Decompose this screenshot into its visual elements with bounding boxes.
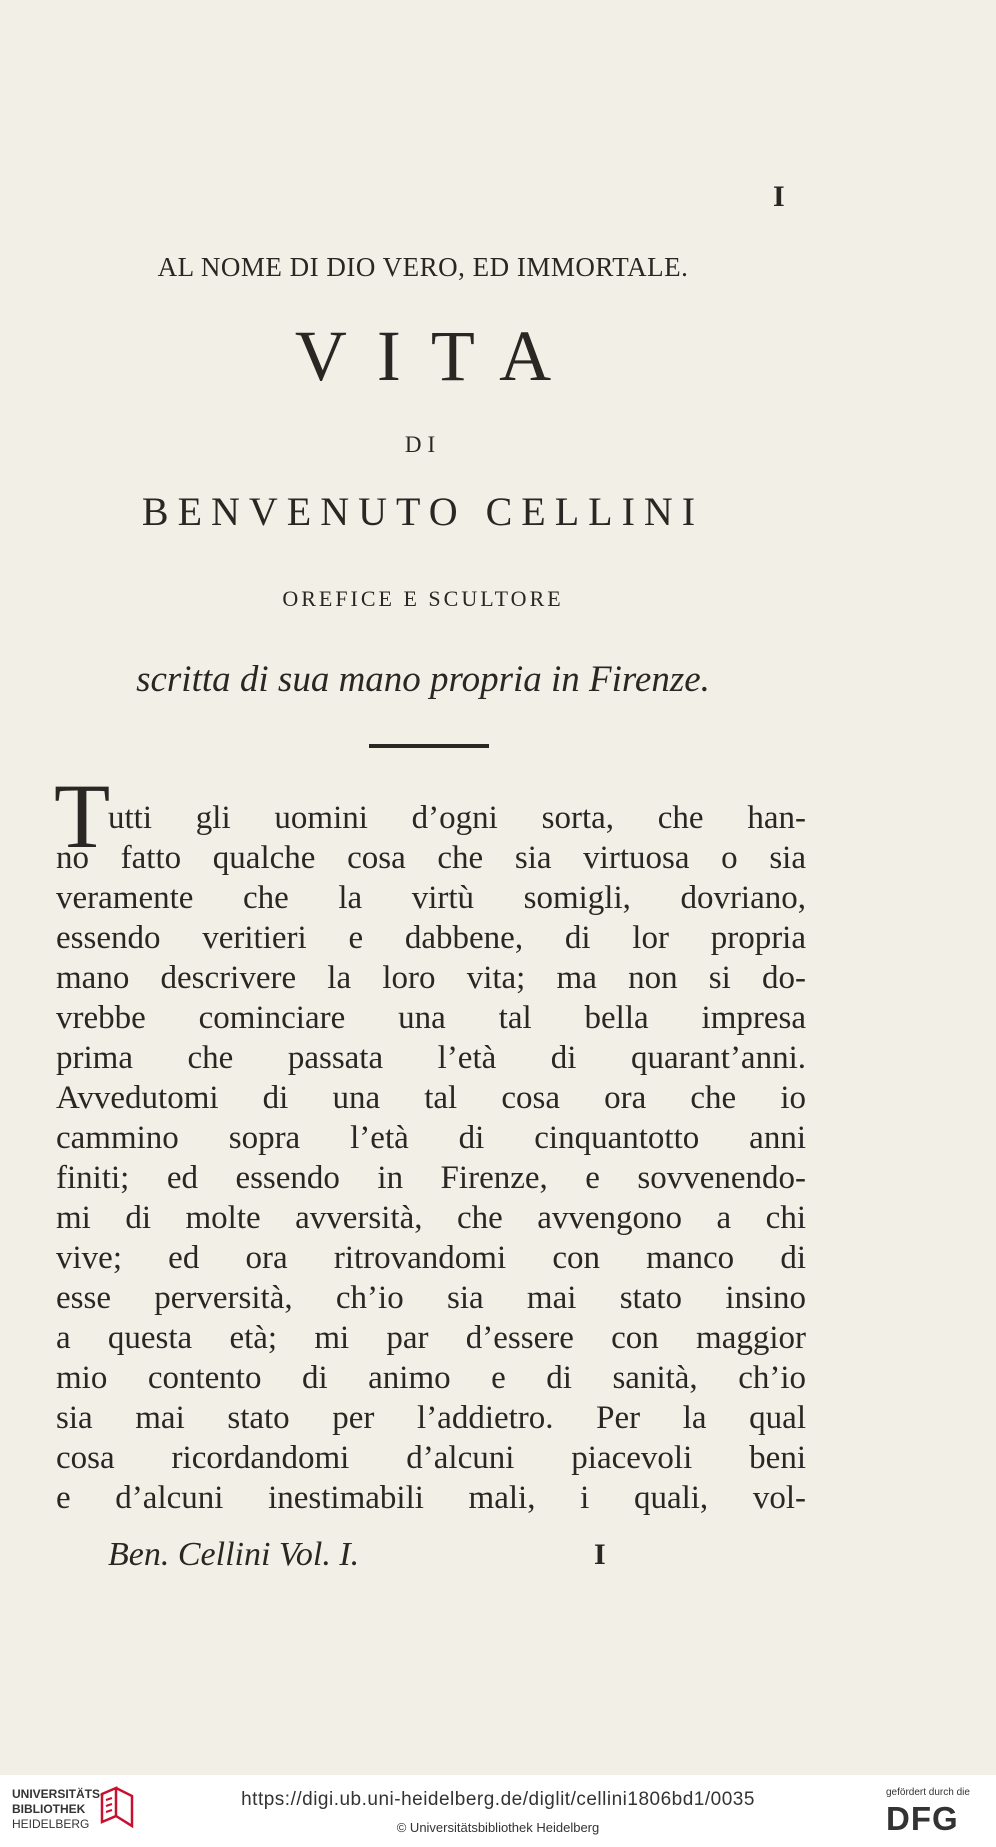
page-number: I (773, 180, 785, 213)
body-line: e d’alcuni inestimabili mali, i quali, vol- (56, 1480, 806, 1516)
library-name-line1: UNIVERSITÄTS- (12, 1787, 105, 1801)
body-line: Avvedutomi di una tal cosa ora che io (56, 1080, 806, 1116)
body-line: prima che passata l’età di quarant’anni. (56, 1040, 806, 1076)
body-line: utti gli uomini d’ogni sorta, che han- (108, 800, 806, 836)
body-line: mano descrivere la loro vita; ma non si do- (56, 960, 806, 996)
body-line: vrebbe cominciare una tal bella impresa (56, 1000, 806, 1036)
author-profession: OREFICE E SCULTORE (282, 586, 564, 611)
title-preposition: DI (404, 432, 442, 457)
invocation-heading: AL NOME DI DIO VERO, ED IMMORTALE. (157, 252, 689, 282)
body-line: mio contento di animo e di sanità, ch’io (56, 1360, 806, 1396)
subtitle: scritta di sua mano propria in Firenze. (136, 659, 710, 700)
copyright-notice: © Universitätsbibliothek Heidelberg (396, 1820, 600, 1835)
library-name-line2: BIBLIOTHEK (12, 1802, 86, 1816)
dfg-logo[interactable]: DFG (886, 1800, 959, 1837)
divider-rule (369, 744, 489, 748)
body-line: mi di molte avversità, che avvengono a chi (56, 1200, 806, 1236)
drop-cap: T (54, 765, 111, 867)
body-line: sia mai stato per l’addietro. Per la qual (56, 1400, 806, 1436)
library-name-line3: HEIDELBERG (12, 1817, 90, 1831)
body-line: finiti; ed essendo in Firenze, e sovvenendo- (56, 1160, 806, 1196)
body-line: essendo veritieri e dabbene, di lor propria (56, 920, 806, 956)
body-line: esse perversità, ch’io sia mai stato insino (56, 1280, 806, 1316)
viewer-footer-bar (0, 1775, 996, 1847)
permalink-url[interactable]: https://digi.ub.uni-heidelberg.de/diglit/cellini1806bd1/0035 (241, 1789, 755, 1810)
author-name: BENVENUTO CELLINI (141, 489, 705, 534)
body-line: cosa ricordandomi d’alcuni piacevoli beni (56, 1440, 806, 1476)
body-line: veramente che la virtù somigli, dovriano, (56, 880, 806, 916)
sponsor-label: gefördert durch die (886, 1787, 970, 1798)
body-line: no fatto qualche cosa che sia virtuosa o sia (56, 840, 806, 876)
signature-line: Ben. Cellini Vol. I. (108, 1536, 360, 1573)
book-title: VITA (294, 316, 582, 396)
body-line: cammino sopra l’età di cinquantotto anni (56, 1120, 806, 1156)
body-line: a questa età; mi par d’essere con maggior (56, 1320, 806, 1356)
signature-mark: I (594, 1538, 606, 1571)
body-line: vive; ed ora ritrovandomi con manco di (56, 1240, 806, 1276)
